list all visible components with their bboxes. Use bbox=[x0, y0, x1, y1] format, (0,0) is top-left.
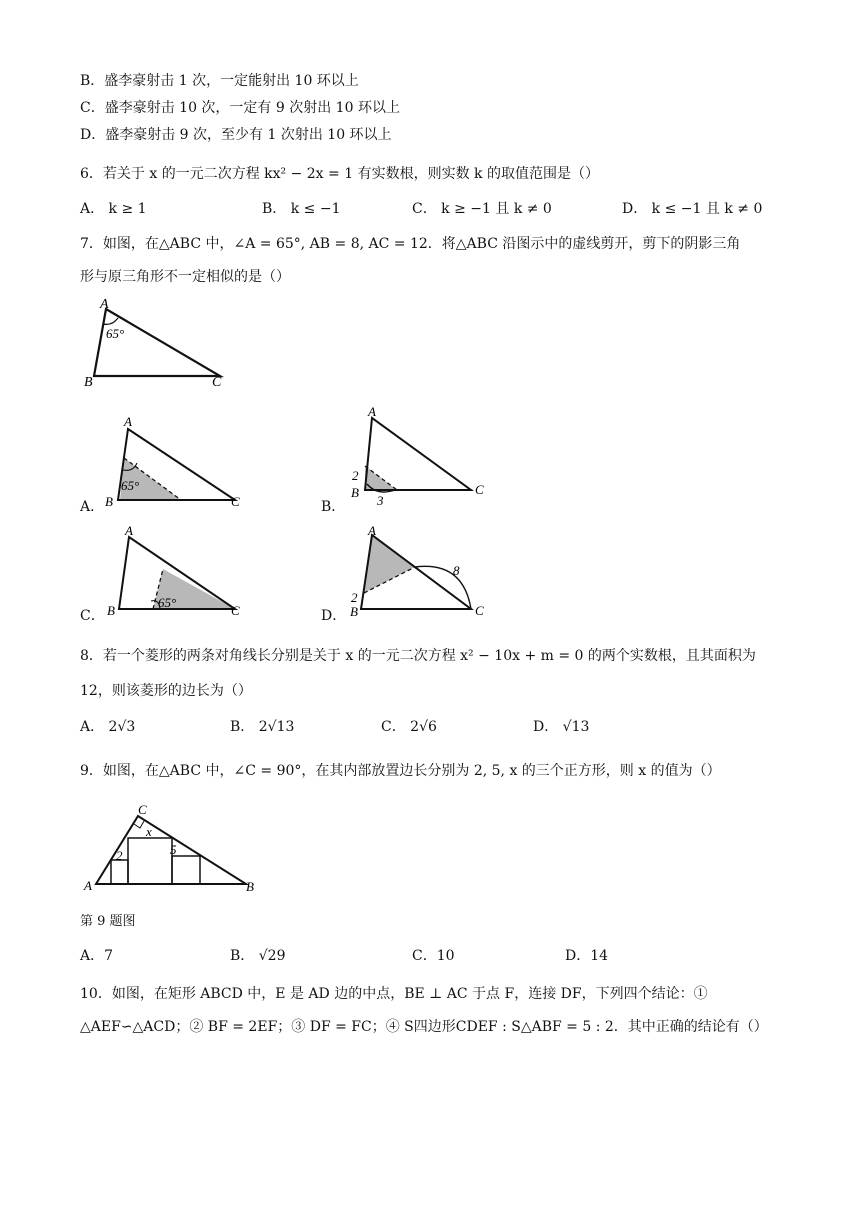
q6-option-a: A． k ≥ 1 bbox=[80, 201, 147, 217]
q7c-label-angle: 65° bbox=[158, 595, 177, 610]
q9-square-x bbox=[128, 838, 172, 884]
q7-main-label-c: C bbox=[212, 375, 222, 390]
q7-stem-line2: 形与原三角形不一定相似的是（） bbox=[80, 269, 290, 285]
q7-option-d-figure bbox=[345, 523, 505, 623]
q7d-label-c: C bbox=[475, 603, 484, 618]
q7d-label-two: 2 bbox=[351, 590, 358, 605]
q8-stem-line2: 12，则该菱形的边长为（） bbox=[80, 683, 252, 699]
q7a-label-c: C bbox=[231, 494, 240, 509]
q7-option-d-label: D． bbox=[321, 608, 347, 624]
q5-option-d: D．盛李豪射击 9 次，至少有 1 次射出 10 环以上 bbox=[80, 127, 392, 143]
q9-right-angle-mark bbox=[134, 821, 144, 828]
q8-option-d: D． √13 bbox=[533, 719, 590, 735]
q9-figure bbox=[80, 798, 270, 893]
q7-main-label-angle: 65° bbox=[106, 326, 125, 341]
q7-main-triangle bbox=[94, 309, 220, 376]
q9-option-c: C．10 bbox=[412, 948, 455, 964]
q6-option-c: C． k ≥ −1 且 k ≠ 0 bbox=[412, 201, 552, 217]
q9-square-5 bbox=[172, 856, 200, 884]
q9-label-b: B bbox=[246, 879, 254, 893]
q7d-label-eight: 8 bbox=[453, 563, 460, 578]
q7-option-b-label: B． bbox=[321, 499, 346, 515]
q7d-label-b: B bbox=[350, 604, 358, 619]
q7-option-b-figure bbox=[345, 404, 505, 509]
q6-option-d: D． k ≤ −1 且 k ≠ 0 bbox=[622, 201, 763, 217]
q7-main-label-b: B bbox=[84, 375, 93, 390]
q7a-label-b: B bbox=[105, 494, 113, 509]
q7b-label-two: 2 bbox=[352, 468, 359, 483]
q8-option-c: C． 2√6 bbox=[381, 719, 437, 735]
q7d-label-a: A bbox=[368, 523, 376, 538]
q7c-label-b: B bbox=[107, 603, 115, 618]
q7-option-a-figure bbox=[103, 414, 253, 514]
q7a-label-a: A bbox=[124, 414, 132, 429]
q5-option-b: B．盛李豪射击 1 次，一定能射出 10 环以上 bbox=[80, 73, 359, 89]
q7a-label-angle: 65° bbox=[121, 478, 140, 493]
q9-square-2 bbox=[111, 860, 128, 884]
q6-stem: 6．若关于 x 的一元二次方程 kx² − 2x = 1 有实数根，则实数 k 的取值范围是（） bbox=[80, 166, 599, 182]
q9-label-five: 5 bbox=[170, 842, 177, 857]
q9-option-d: D．14 bbox=[565, 948, 609, 964]
q9-option-a: A．7 bbox=[80, 948, 114, 964]
q9-label-x: x bbox=[146, 824, 152, 839]
q8-stem-line1: 8．若一个菱形的两条对角线长分别是关于 x 的一元二次方程 x² − 10x + m = 0 的两个实数根，且其面积为 bbox=[80, 648, 756, 664]
q8-option-a: A． 2√3 bbox=[80, 719, 136, 735]
q6-option-b: B． k ≤ −1 bbox=[262, 201, 341, 217]
q7-main-figure bbox=[80, 296, 240, 391]
q7-stem-line1: 7．如图，在△ABC 中，∠A = 65°, AB = 8, AC = 12．将△ABC 沿图示中的虚线剪开，剪下的阴影三角 bbox=[80, 236, 741, 252]
q7c-label-a: A bbox=[125, 523, 133, 538]
q7b-label-a: A bbox=[368, 404, 376, 419]
q9-stem: 9．如图，在△ABC 中，∠C = 90°，在其内部放置边长分别为 2, 5, x 的三个正方形，则 x 的值为（） bbox=[80, 763, 721, 779]
q9-label-a: A bbox=[84, 878, 92, 893]
q8-option-b: B． 2√13 bbox=[230, 719, 295, 735]
q7-main-label-a: A bbox=[100, 297, 109, 312]
q9-label-two: 2 bbox=[116, 848, 123, 863]
q5-option-c: C．盛李豪射击 10 次，一定有 9 次射出 10 环以上 bbox=[80, 100, 400, 116]
q10-stem-line1: 10．如图，在矩形 ABCD 中，E 是 AD 边的中点，BE ⊥ AC 于点 F，连接 DF，下列四个结论：① bbox=[80, 986, 708, 1002]
q7c-label-c: C bbox=[231, 603, 240, 618]
q7-option-c-figure bbox=[103, 523, 253, 623]
q7b-label-three: 3 bbox=[377, 493, 384, 508]
q7-option-a-label: A． bbox=[80, 499, 105, 515]
q7-option-c-label: C． bbox=[80, 608, 105, 624]
q9-caption: 第 9 题图 bbox=[80, 914, 136, 929]
q9-option-b: B． √29 bbox=[230, 948, 286, 964]
q7b-label-b: B bbox=[351, 485, 359, 500]
q7b-label-c: C bbox=[475, 482, 484, 497]
q10-stem-line2: △AEF∽△ACD；② BF = 2EF；③ DF = FC；④ S四边形CDEF : S△ABF = 5 : 2．其中正确的结论有（） bbox=[80, 1019, 768, 1035]
q9-label-c: C bbox=[138, 802, 147, 817]
